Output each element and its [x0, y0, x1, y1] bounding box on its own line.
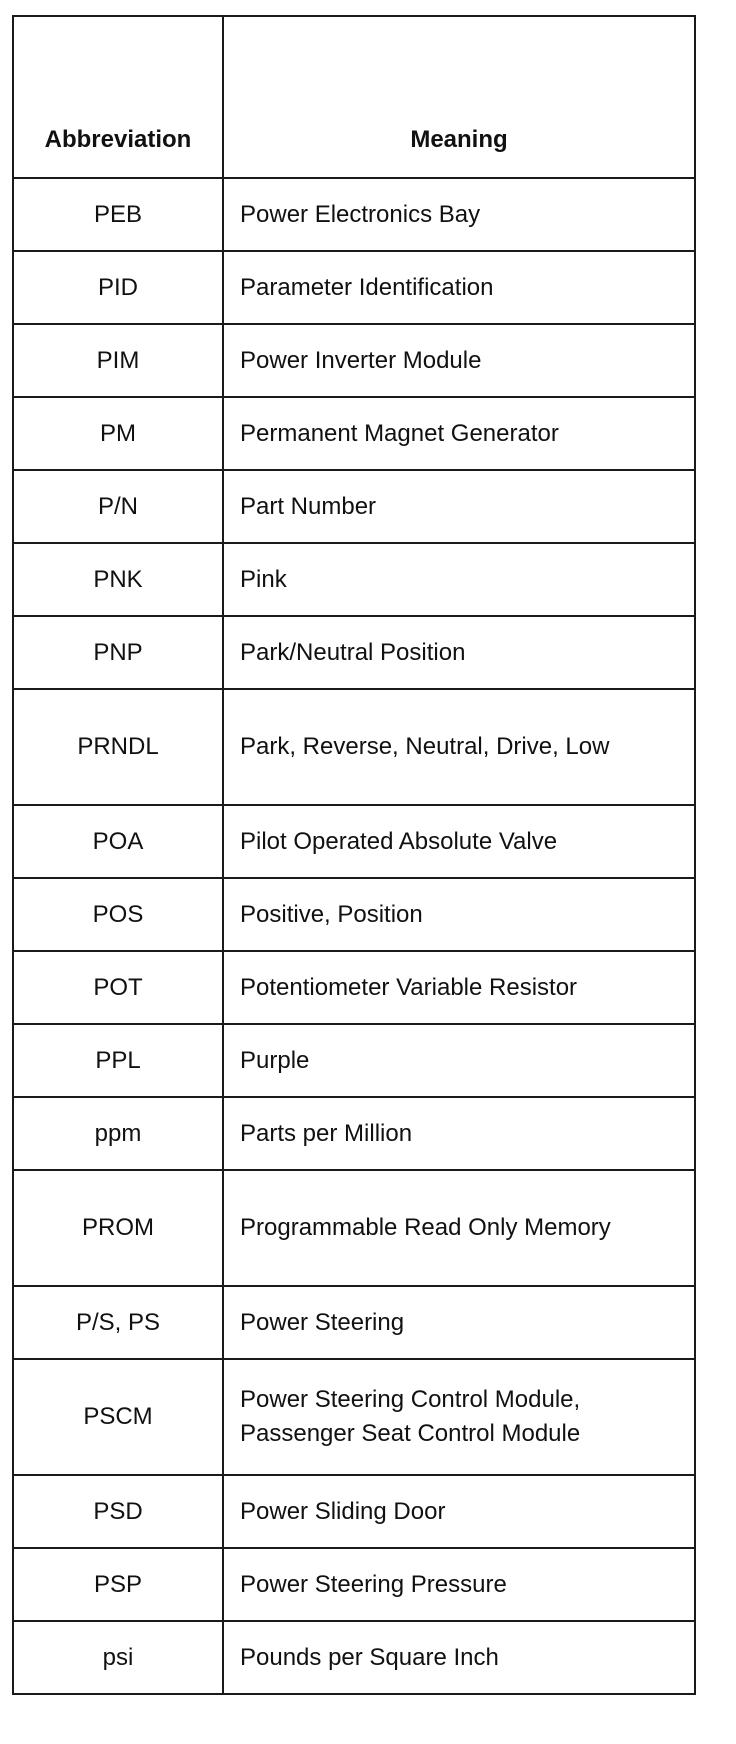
abbreviation-cell: ppm [13, 1097, 223, 1170]
abbreviation-cell: PSCM [13, 1359, 223, 1475]
abbreviation-cell: PID [13, 251, 223, 324]
table-body [13, 178, 695, 1694]
header-meaning: Meaning [223, 16, 695, 178]
table-row [13, 1097, 695, 1170]
table-row [13, 951, 695, 1024]
table-row [13, 689, 695, 805]
meaning-cell: Power Steering Pressure [223, 1548, 695, 1621]
header-abbreviation: Abbreviation [13, 16, 223, 178]
table-row [13, 1475, 695, 1548]
meaning-cell: Parts per Million [223, 1097, 695, 1170]
meaning-cell: Park, Reverse, Neutral, Drive, Low [223, 689, 695, 805]
abbreviation-cell: POS [13, 878, 223, 951]
table-row [13, 324, 695, 397]
meaning-cell: Purple [223, 1024, 695, 1097]
table-row [13, 251, 695, 324]
abbreviation-cell: P/S, PS [13, 1286, 223, 1359]
table-row [13, 1621, 695, 1694]
meaning-cell: Programmable Read Only Memory [223, 1170, 695, 1286]
meaning-cell: Pounds per Square Inch [223, 1621, 695, 1694]
table-row [13, 1359, 695, 1475]
abbreviation-cell: POA [13, 805, 223, 878]
meaning-cell: Power Electronics Bay [223, 178, 695, 251]
meaning-cell: Power Inverter Module [223, 324, 695, 397]
table-row [13, 470, 695, 543]
abbreviation-cell: PSD [13, 1475, 223, 1548]
table-row [13, 1024, 695, 1097]
abbreviation-table [12, 15, 696, 1695]
table-row [13, 1286, 695, 1359]
abbreviation-cell: POT [13, 951, 223, 1024]
header-row [13, 16, 695, 178]
table-row [13, 805, 695, 878]
meaning-cell: Power Sliding Door [223, 1475, 695, 1548]
abbreviation-cell: PNP [13, 616, 223, 689]
abbreviation-cell: P/N [13, 470, 223, 543]
table-row [13, 397, 695, 470]
meaning-cell: Pink [223, 543, 695, 616]
table-header [13, 16, 695, 178]
table-row [13, 1170, 695, 1286]
meaning-cell: Positive, Position [223, 878, 695, 951]
table-row [13, 1548, 695, 1621]
abbreviation-cell: PIM [13, 324, 223, 397]
meaning-cell: Parameter Identification [223, 251, 695, 324]
abbreviation-cell: PM [13, 397, 223, 470]
meaning-cell: Park/Neutral Position [223, 616, 695, 689]
abbreviation-cell: PROM [13, 1170, 223, 1286]
abbreviation-cell: PRNDL [13, 689, 223, 805]
meaning-cell: Part Number [223, 470, 695, 543]
abbreviation-table-container [12, 15, 694, 1695]
meaning-cell: Potentiometer Variable Resistor [223, 951, 695, 1024]
abbreviation-cell: PNK [13, 543, 223, 616]
meaning-cell: Permanent Magnet Generator [223, 397, 695, 470]
meaning-cell: Power Steering [223, 1286, 695, 1359]
abbreviation-cell: PEB [13, 178, 223, 251]
meaning-cell: Pilot Operated Absolute Valve [223, 805, 695, 878]
abbreviation-cell: psi [13, 1621, 223, 1694]
table-row [13, 616, 695, 689]
abbreviation-cell: PPL [13, 1024, 223, 1097]
table-row [13, 878, 695, 951]
table-row [13, 543, 695, 616]
table-row [13, 178, 695, 251]
meaning-cell: Power Steering Control Module, Passenger Seat Control Module [223, 1359, 695, 1475]
abbreviation-cell: PSP [13, 1548, 223, 1621]
